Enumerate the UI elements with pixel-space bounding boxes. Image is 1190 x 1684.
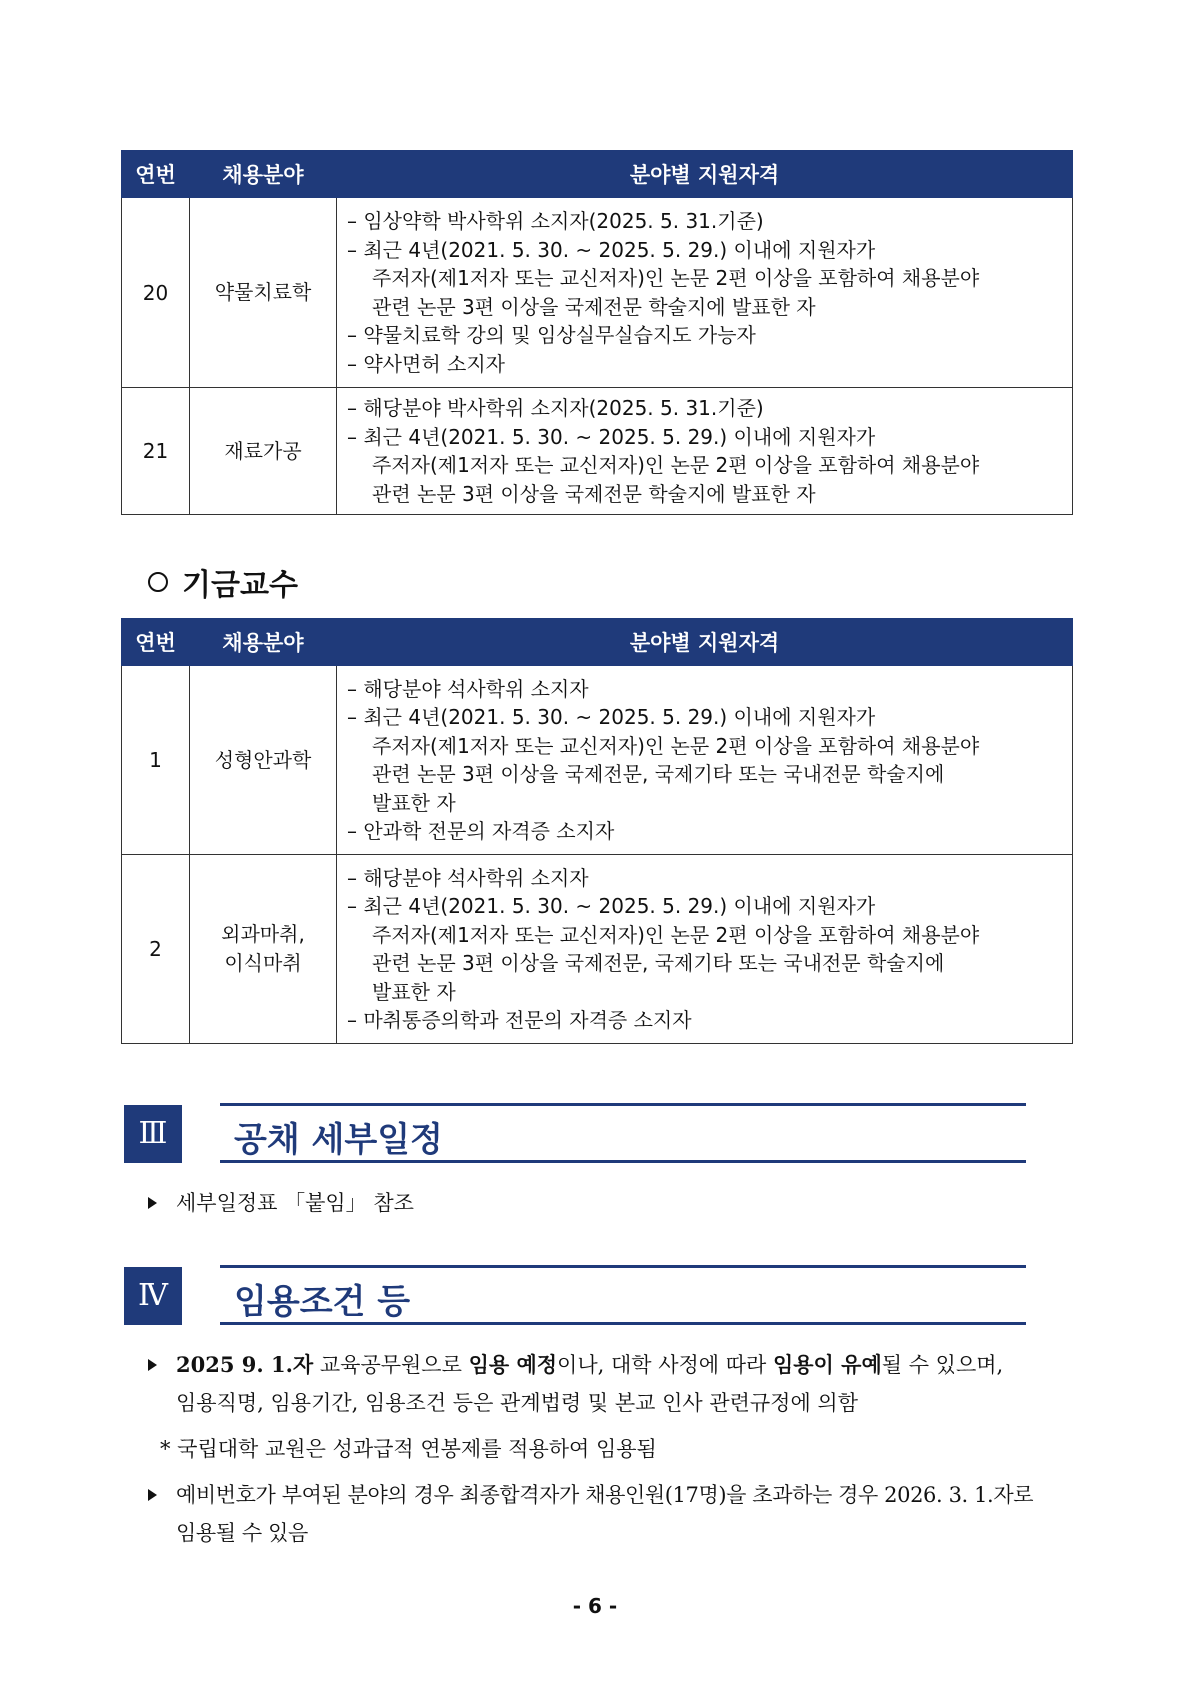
qual-line: – 최근 4년(2021. 5. 30. ~ 2025. 5. 29.) 이내에 지원자가 xyxy=(347,894,876,918)
triangle-bullet-icon xyxy=(148,1489,157,1501)
qualification-table-2 xyxy=(121,618,1073,1044)
row-quals xyxy=(337,198,1073,388)
header-quals: 분야별 지원자격 xyxy=(337,151,1073,198)
appointment-line-1 xyxy=(176,1346,1076,1384)
table-row xyxy=(122,388,1073,515)
qual-line: – 최근 4년(2021. 5. 30. ~ 2025. 5. 29.) 이내에 지원자가 xyxy=(347,424,876,449)
page-number: - 6 - xyxy=(572,1594,618,1618)
reserve-line-1: 예비번호가 부여된 분야의 경우 최종합격자가 채용인원(17명)을 초과하는 경우 2026. 3. 1.자로 xyxy=(176,1483,1034,1507)
row-no: 21 xyxy=(122,388,190,515)
qual-line: – 약물치료학 강의 및 임상실무실습지도 가능자 xyxy=(347,323,756,347)
qual-line: – 최근 4년(2021. 5. 30. ~ 2025. 5. 29.) 이내에 지원자가 xyxy=(347,705,876,729)
table-header-row xyxy=(122,151,1073,198)
qual-line: – 최근 4년(2021. 5. 30. ~ 2025. 5. 29.) 이내에 지원자가 xyxy=(347,237,876,262)
qual-line: 관련 논문 3편 이상을 국제전문, 국제기타 또는 국내전문 학술지에 xyxy=(372,951,945,975)
qual-line: 관련 논문 3편 이상을 국제전문 학술지에 발표한 자 xyxy=(372,294,816,319)
row-field: 성형안과학 xyxy=(190,666,337,855)
appointment-line-2: 임용직명, 임용기간, 임용조건 등은 관계법령 및 본교 인사 관련규정에 의함 xyxy=(176,1391,859,1415)
bold-run: 임용 예정 xyxy=(468,1352,558,1377)
row-field xyxy=(190,855,337,1044)
table-row xyxy=(122,666,1073,855)
subheading-text: 기금교수 xyxy=(182,568,298,603)
qual-line: – 마취통증의학과 전문의 자격증 소지자 xyxy=(347,1008,692,1032)
section-3-title: 공채 세부일정 xyxy=(234,1120,443,1160)
triangle-bullet-icon xyxy=(148,1197,157,1209)
section-4-numeral: Ⅳ xyxy=(124,1267,182,1325)
row-no: 1 xyxy=(122,666,190,855)
qual-line: – 안과학 전문의 자격증 소지자 xyxy=(347,819,615,843)
appointment-paragraph xyxy=(176,1346,1076,1422)
row-quals xyxy=(337,388,1073,515)
text-run: 될 수 있으며, xyxy=(881,1353,1004,1377)
field-line: 이식마취 xyxy=(224,951,302,975)
qual-line: 주저자(제1저자 또는 교신저자)인 논문 2편 이상을 포함하여 채용분야 xyxy=(372,733,980,758)
qual-line: – 임상약학 박사학위 소지자(2025. 5. 31.기준) xyxy=(347,209,764,233)
header-quals: 분야별 지원자격 xyxy=(337,619,1073,666)
table-header-row xyxy=(122,619,1073,666)
appointment-date: 2025 9. 1.자 xyxy=(176,1352,314,1377)
qual-line: – 해당분야 박사학위 소지자(2025. 5. 31.기준) xyxy=(347,396,764,420)
section-3-rule-top xyxy=(220,1103,1026,1106)
qual-line: 주저자(제1저자 또는 교신저자)인 논문 2편 이상을 포함하여 채용분야 xyxy=(372,453,980,477)
row-quals xyxy=(337,855,1073,1044)
qual-line: 발표한 자 xyxy=(372,790,456,815)
qual-line: – 해당분야 석사학위 소지자 xyxy=(347,676,589,701)
row-no: 20 xyxy=(122,198,190,388)
section-4-rule-top xyxy=(220,1265,1026,1268)
text-run: 이나, 대학 사정에 따라 xyxy=(557,1353,773,1377)
qual-line: 관련 논문 3편 이상을 국제전문 학술지에 발표한 자 xyxy=(372,481,816,506)
qual-line: 주저자(제1저자 또는 교신저자)인 논문 2편 이상을 포함하여 채용분야 xyxy=(372,266,980,290)
qual-line: – 약사면허 소지자 xyxy=(347,351,505,376)
header-field: 채용분야 xyxy=(190,619,337,666)
qual-line: 주저자(제1저자 또는 교신저자)인 논문 2편 이상을 포함하여 채용분야 xyxy=(372,922,980,947)
salary-note: * 국립대학 교원은 성과급적 연봉제를 적용하여 임용됨 xyxy=(160,1437,657,1461)
header-no: 연번 xyxy=(122,619,190,666)
schedule-bullet-text: 세부일정표 「붙임」 참조 xyxy=(176,1191,414,1215)
row-no: 2 xyxy=(122,855,190,1044)
header-no: 연번 xyxy=(122,151,190,198)
row-quals xyxy=(337,666,1073,855)
qual-line: 발표한 자 xyxy=(372,979,456,1004)
text-run: 교육공무원으로 xyxy=(313,1353,469,1377)
qual-line: 관련 논문 3편 이상을 국제전문, 국제기타 또는 국내전문 학술지에 xyxy=(372,762,945,786)
section-4-title: 임용조건 등 xyxy=(234,1282,411,1322)
table-row xyxy=(122,198,1073,388)
circle-bullet-icon xyxy=(148,572,168,592)
field-line: 외과마취, xyxy=(221,922,305,946)
subheading-fund-professor xyxy=(148,560,298,604)
qual-line: – 해당분야 석사학위 소지자 xyxy=(347,865,589,890)
reserve-line-2: 임용될 수 있음 xyxy=(176,1521,308,1545)
table-row xyxy=(122,855,1073,1044)
row-field: 약물치료학 xyxy=(190,198,337,388)
header-field: 채용분야 xyxy=(190,151,337,198)
qualification-table-1 xyxy=(121,150,1073,515)
row-field: 재료가공 xyxy=(190,388,337,515)
reserve-paragraph xyxy=(176,1476,1076,1552)
bold-run: 임용이 유예 xyxy=(772,1352,882,1377)
section-3-numeral: Ⅲ xyxy=(124,1105,182,1163)
triangle-bullet-icon xyxy=(148,1359,157,1371)
